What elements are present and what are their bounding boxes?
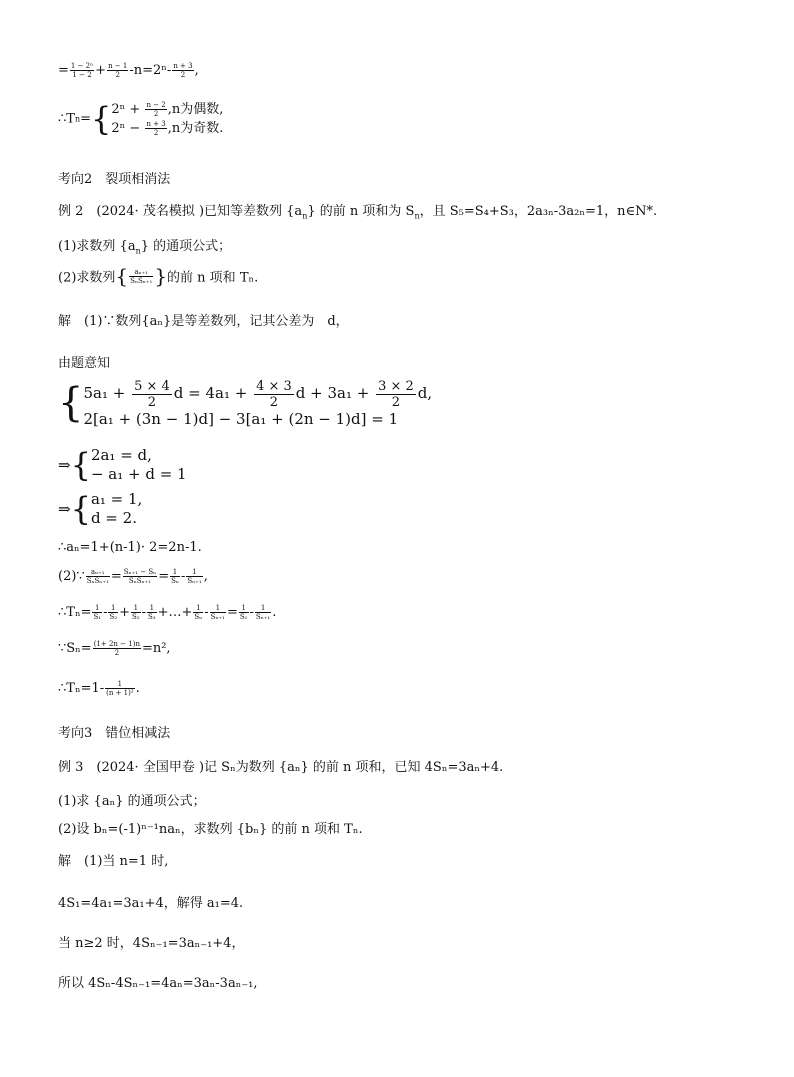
step-3-3: 所以 4Sₙ-4Sₙ₋₁=4aₙ=3aₙ-3aₙ₋₁, bbox=[58, 976, 258, 991]
equals-sign: = bbox=[80, 111, 92, 127]
left-brace: { bbox=[70, 490, 91, 528]
section-heading-2: 考向2 裂项相消法 bbox=[58, 172, 171, 187]
question-2: (2)求数列{ $\frac{\text{aₙ₊₁}}{\text{SₙSₙ₊₁}}$ }的前 n 项和 Tₙ. bbox=[58, 264, 259, 288]
subscript-n: n bbox=[74, 114, 81, 124]
system-row-1: 5a₁ + $\frac{5 \times 4}{2}$ d = 4a₁ + $\frac{4 \times 3}{2}$ d + 3a₁ + $\frac{3 \times 2}{2}$ d, bbox=[83, 378, 433, 410]
left-brace: { bbox=[115, 264, 129, 288]
case-odd: 2ⁿ − $\frac{n + 3}{2}$ ,n为奇数. bbox=[111, 120, 224, 137]
left-brace: { bbox=[58, 379, 84, 426]
system-row-2: 2[a₁ + (3n − 1)d] − 3[a₁ + (2n − 1)d] = 1 bbox=[83, 409, 399, 428]
question-3-2: (2)设 bₙ=(-1)ⁿ⁻¹naₙ，求数列 {bₙ} 的前 n 项和 Tₙ. bbox=[58, 822, 363, 837]
section-heading-3: 考向3 错位相减法 bbox=[58, 726, 171, 741]
tn-result: ∴Tₙ=1- $\frac{1}{\text{(n + 1)²}}$ . bbox=[58, 680, 140, 697]
expression-text: -n=2ⁿ- bbox=[129, 63, 172, 78]
sn-formula: ∵Sₙ= $\frac{(1+ 2n - 1)n}{2}$ =n², bbox=[58, 640, 171, 657]
left-brace: { bbox=[91, 100, 112, 138]
solution-3: 解 (1)当 n=1 时, bbox=[58, 854, 169, 869]
case-even: 2ⁿ + $\frac{n - 2}{2}$ ,n为偶数, bbox=[111, 101, 224, 118]
part-2-identity: (2)∵ $\frac{\text{aₙ₊₁}}{\text{SₙSₙ₊₁}}$ = $\frac{\text{Sₙ₊₁ − Sₙ}}{\text{SₙSₙ₊₁}}$ = $\frac{1}{\text{Sₙ}}$ - $\frac{1}{\text{Sₙ₊₁}}$ , bbox=[58, 568, 208, 585]
tiyi-text: 由题意知 bbox=[58, 356, 111, 371]
solution-1: 解 (1)∵数列{aₙ}是等差数列，记其公差为 d， bbox=[58, 314, 349, 329]
comma: , bbox=[194, 63, 199, 78]
example-3-statement: 例 3 (2024· 全国甲卷 )记 Sₙ为数列 {aₙ} 的前 n 项和，已知 4Sₙ=3aₙ+4. bbox=[58, 760, 504, 775]
system-equations-3: ⇒{ a₁ = 1, d = 2. bbox=[58, 490, 143, 528]
equals-sign: = bbox=[58, 63, 69, 78]
system-equations-2: ⇒{ 2a₁ = d, − a₁ + d = 1 bbox=[58, 446, 187, 484]
step-3-1: 4S₁=4a₁=3a₁+4，解得 a₁=4. bbox=[58, 896, 244, 911]
plus-sign: + bbox=[95, 63, 107, 78]
example-2-statement: 例 2 (2024· 茂名模拟 )已知等差数列 $\{a_n\}$ 的前 n 项和为 $S_n$，且 S₅=S₄+S₃，2a₃ₙ-3a₂ₙ=1，n∈N*. bbox=[58, 204, 658, 221]
left-brace: { bbox=[70, 446, 91, 484]
fraction: $\frac{n + 3}{2}$ bbox=[173, 62, 193, 79]
piecewise-tn bbox=[58, 100, 223, 138]
equation-line-1 bbox=[58, 62, 199, 79]
therefore-tn: ∴T bbox=[58, 111, 75, 127]
cases bbox=[111, 100, 223, 138]
tn-telescoping: ∴Tₙ= $\frac{1}{\text{S₁}}$ - $\frac{1}{\text{S₂}}$ + $\frac{1}{\text{S₂}}$ - $\frac{1}{\text{S₃}}$ +…+ $\frac{1}{\text{Sₙ}}$ - $\frac{1}{\text{Sₙ₊₁}}$ = $\frac{1}{\text{S₁}}$ - $\frac{1}{\text{Sₙ₊₁}}$ . bbox=[58, 604, 277, 621]
fraction: $\frac{\text{1 − 2ⁿ}}{1 - 2}$ bbox=[70, 62, 94, 79]
an-result: ∴aₙ=1+(n-1)· 2=2n-1. bbox=[58, 540, 202, 555]
fraction: $\frac{n - 1}{2}$ bbox=[108, 62, 128, 79]
question-3-1: (1)求 {aₙ} 的通项公式； bbox=[58, 794, 206, 809]
question-1: (1)求数列 $\{a_n\}$ 的通项公式； bbox=[58, 239, 232, 256]
right-brace: } bbox=[154, 264, 168, 288]
system-equations-1 bbox=[58, 378, 432, 428]
step-3-2: 当 n≥2 时，4Sₙ₋₁=3aₙ₋₁+4， bbox=[58, 936, 245, 951]
